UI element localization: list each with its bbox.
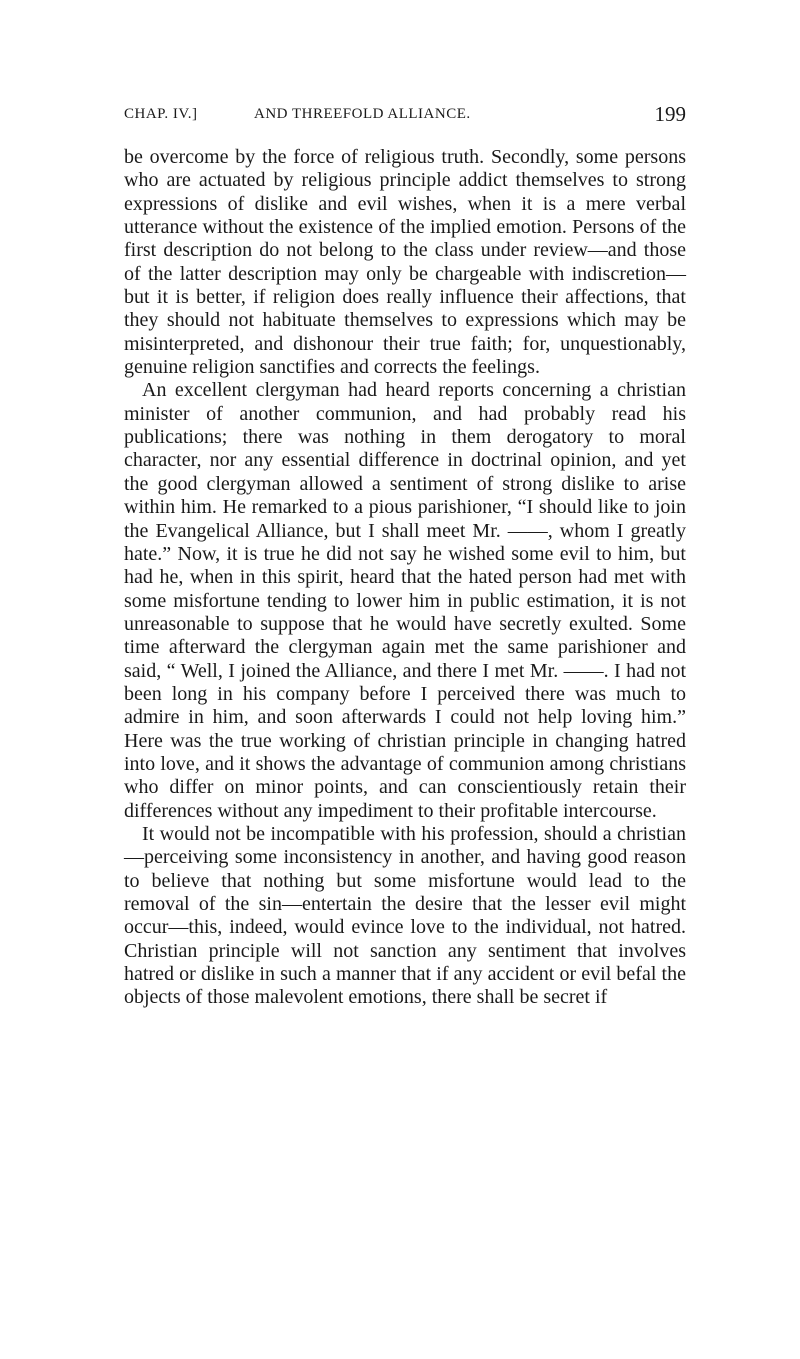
paragraph-christian-principle: It would not be incompatible with his profession, should a christian—perceiving some inconsistency in another, and having good reason to believe that nothing but some misfortune would lead to the removal of the sin—entertain the desire that the lesser evil might occur—this, indeed, would evince love to the individual, not hatred. Christian principle will not sanction any sentiment that involves hatred or dislike in such a manner that if any accident or evil befal the objects of those malevolent emotions, there shall be secret if: [124, 822, 686, 1009]
running-title: AND THREEFOLD ALLIANCE.: [254, 106, 471, 122]
page-number: 199: [654, 102, 686, 126]
chapter-label: CHAP. IV.]: [124, 106, 198, 122]
paragraph-continuation: be overcome by the force of religious truth. Secondly, some persons who are actuated by religious principle addict themselves to strong expressions of dislike and evil wishes, when it is a mere verbal utterance without the existence of the implied emotion. Persons of the first description do not belong to the class under review—and those of the latter description may only be chargeable with indiscretion—but it is better, if religion does really influence their affections, that they should not habituate themselves to expressions which may be misinterpreted, and dishonour their true faith; for, unquestionably, genuine religion sanctifies and corrects the feelings.: [124, 146, 686, 379]
paragraph-clergyman-anecdote: An excellent clergyman had heard reports concerning a christian minister of another communion, and had probably read his publications; there was nothing in them derogatory to moral character, nor any essential difference in doctrinal opinion, and yet the good clergyman allowed a sentiment of strong dislike to arise within him. He remarked to a pious parishioner, “I should like to join the Evangelical Alliance, but I shall meet Mr. ——, whom I greatly hate.” Now, it is true he did not say he wished some evil to him, but had he, when in this spirit, heard that the hated person had met with some misfortune tending to lower him in public estimation, it is not unreasonable to suppose that he would have secretly exulted. Some time afterward the clergyman again met the same parishioner and said, “ Well, I joined the Alliance, and there I met Mr. ——. I had not been long in his company before I perceived there was much to admire in him, and soon afterwards I could not help loving him.” Here was the true working of christian principle in changing hatred into love, and it shows the advantage of communion among christians who differ on minor points, and can conscientiously retain their differences without any impediment to their profitable intercourse.: [124, 379, 686, 822]
body-text: [124, 146, 686, 1010]
running-head: [124, 102, 686, 130]
